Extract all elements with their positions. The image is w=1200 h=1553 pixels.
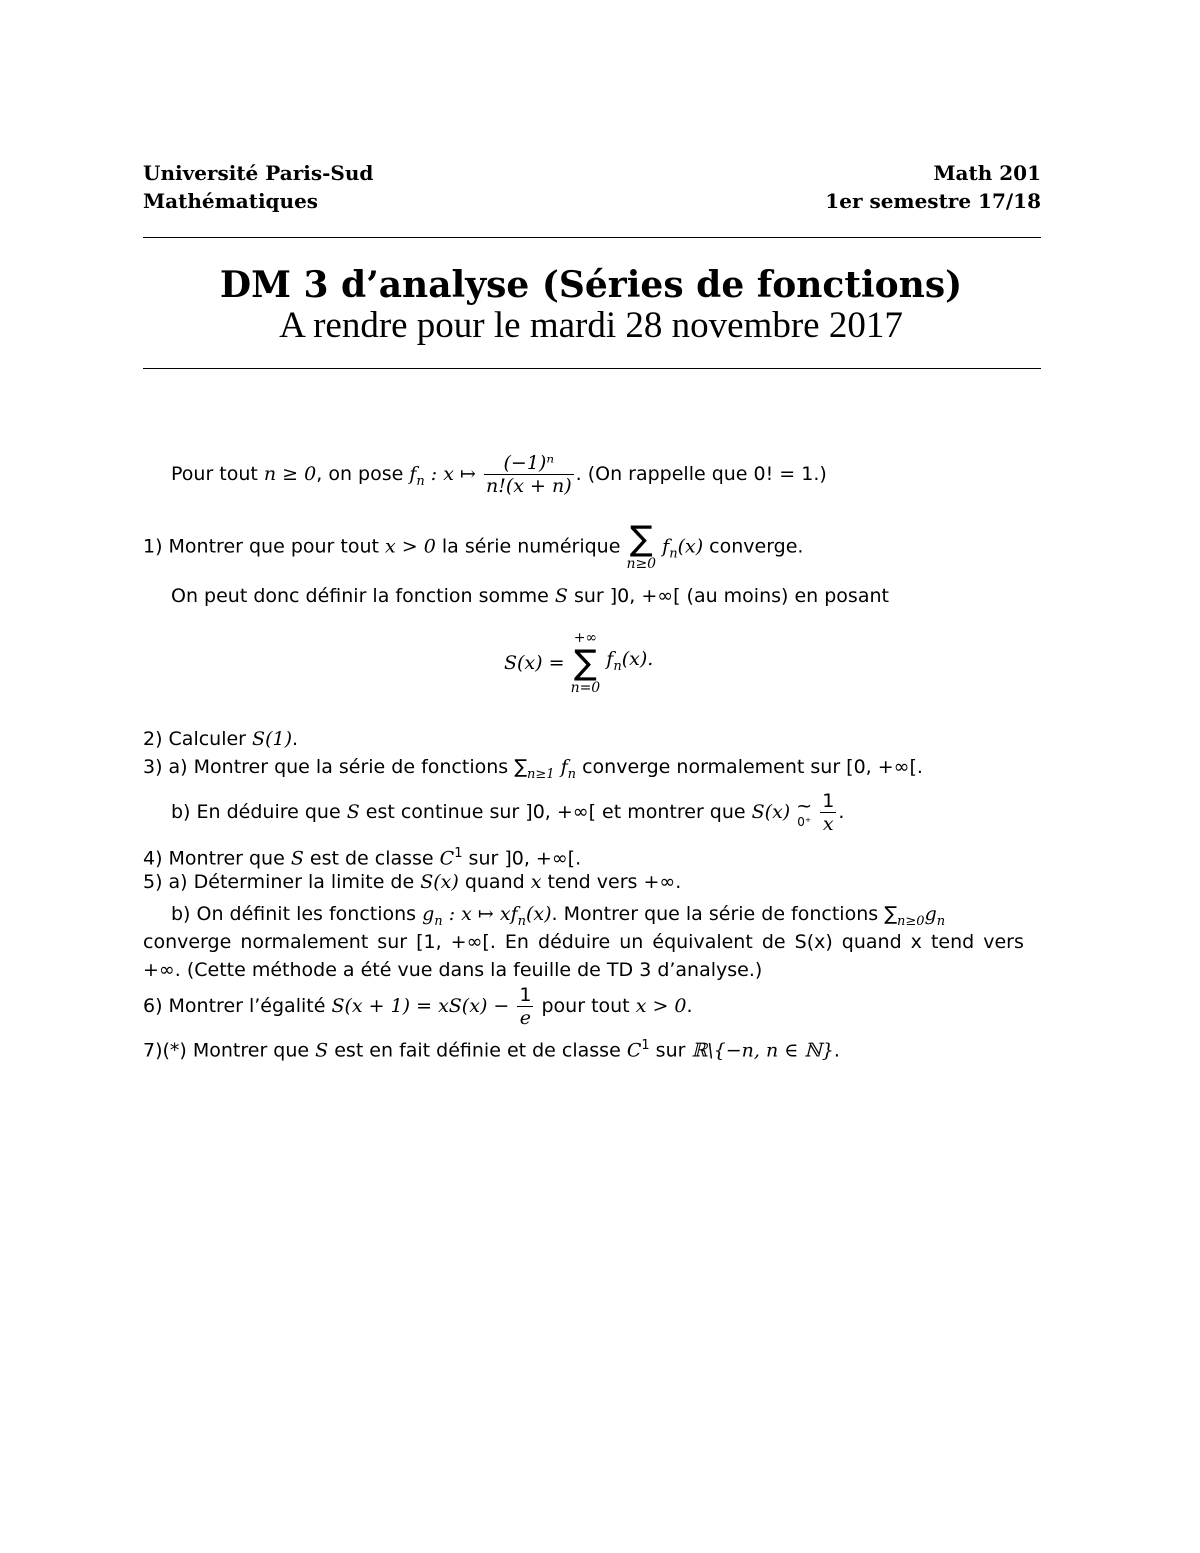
- top-rule: [143, 237, 1041, 238]
- question-5b: b) On définit les fonctions $g_n$ : x ↦ $xf_n(x)$. Montrer que la série de fonctions $\sum_{n\ge 0}g_n$: [171, 903, 946, 929]
- page-title: DM 3 d’analyse (Séries de fonctions): [219, 264, 963, 306]
- equivalent-symbol: ~ 0⁺: [796, 794, 813, 829]
- q6-fraction: $\frac{1}{e}$: [519, 984, 532, 1029]
- bottom-rule: [143, 368, 1041, 369]
- question-5b-line-3: +∞. (Cette méthode a été vue dans la feuille de TD 3 d’analyse.): [143, 959, 763, 981]
- question-1: 1) Montrer que pour tout x > 0 la série numérique ∑ n≥0 $f_n(x)$ converge.: [143, 519, 804, 572]
- sum-symbol: +∞ ∑ n=0: [570, 630, 601, 696]
- university-name: Université Paris-Sud: [143, 161, 374, 185]
- department-name: Mathématiques: [143, 189, 319, 213]
- intro-fraction: $\frac{\text{(−1)ⁿ}}{n!(x + n)}$: [485, 452, 572, 497]
- question-3b: b) En déduire que S est continue sur ]0, +∞[ et montrer que S(x) ~ 0⁺ $\frac{1}{x}$ .: [171, 790, 845, 835]
- question-5a: 5) a) Déterminer la limite de S(x) quand x tend vers +∞.: [143, 871, 682, 893]
- question-5b-line-2: converge normalement sur [1, +∞[. En déduire un équivalent de S(x) quand x tend vers: [143, 931, 1024, 953]
- definition-equation: S(x) = +∞ ∑ n=0 $f_n(x)$.: [504, 630, 654, 696]
- question-3a: 3) a) Montrer que la série de fonctions $\sum_{n\ge 1}$ $f_n$ converge normalement sur [0, +∞[.: [143, 756, 923, 782]
- sum-symbol: ∑ n≥0: [626, 519, 657, 572]
- question-4: 4) Montrer que S est de classe $C^1$ sur ]0, +∞[.: [143, 846, 582, 870]
- question-6: 6) Montrer l’égalité S(x + 1) = xS(x) − $\frac{1}{e}$ pour tout x > 0.: [143, 984, 693, 1029]
- definition-text: On peut donc définir la fonction somme S sur ]0, +∞[ (au moins) en posant: [171, 585, 889, 607]
- question-2: 2) Calculer S(1).: [143, 728, 299, 750]
- course-code: Math 201: [933, 161, 1041, 185]
- semester: 1er semestre 17/18: [825, 189, 1041, 213]
- page-subtitle: A rendre pour le mardi 28 novembre 2017: [279, 305, 903, 346]
- intro-paragraph: Pour tout n ≥ 0, on pose $f_n$ : x ↦ $\frac{\text{(−1)ⁿ}}{n!(x + n)}$ . (On rappelle que 0! = 1.): [171, 452, 827, 497]
- question-7: 7)(*) Montrer que S est en fait définie et de classe $C^1$ sur ℝ\{−n, n ∈ ℕ}.: [143, 1038, 840, 1062]
- q3b-fraction: $\frac{1}{x}$: [822, 790, 835, 835]
